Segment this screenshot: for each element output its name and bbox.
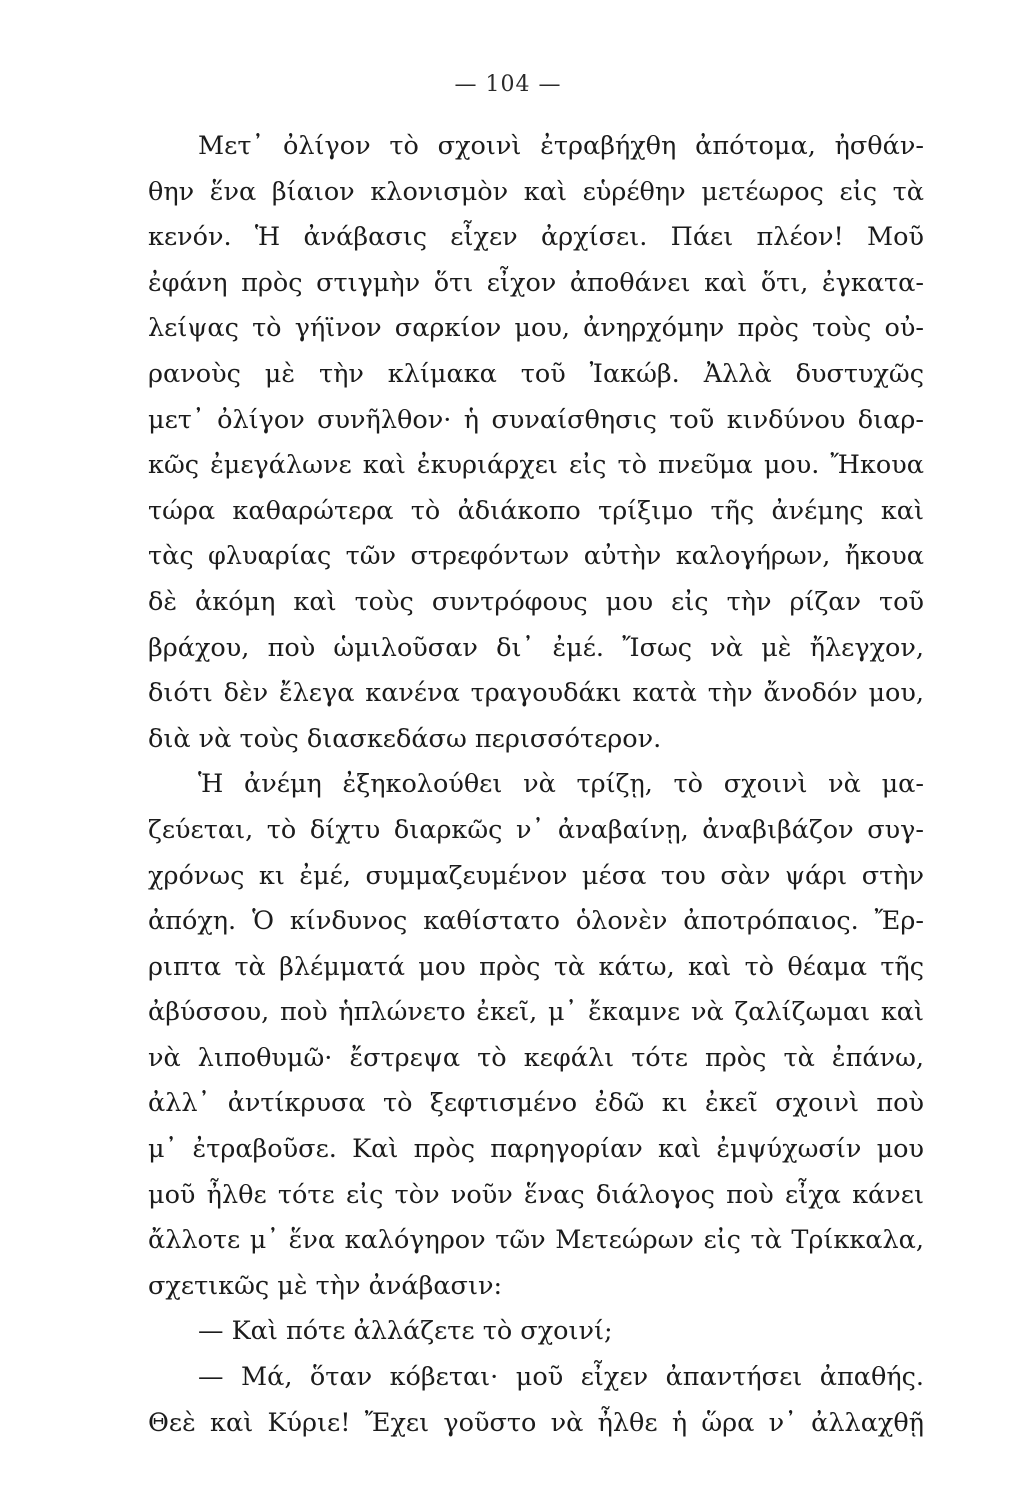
- text-line: Ἡ ἀνέμη ἐξηκολούθει νὰ τρίζῃ, τὸ σχοινὶ νὰ μα-: [198, 769, 924, 800]
- text-line: Μετ᾽ ὀλίγον τὸ σχοινὶ ἐτραβήχθη ἀπότομα, ἠσθάν-: [198, 131, 924, 161]
- text-line: κῶς ἐμεγάλωνε καὶ ἐκυριάρχει εἰς τὸ πνεῦμα μου. Ἤκουα: [148, 450, 924, 481]
- text-line: ἀβύσσου, ποὺ ἡπλώνετο ἐκεῖ, μ᾽ ἔκαμνε νὰ ζαλίζωμαι καὶ: [148, 997, 924, 1028]
- text-line: λείψας τὸ γήϊνον σαρκίον μου, ἀνηρχόμην πρὸς τοὺς οὐ-: [148, 313, 924, 344]
- page-number: — 104 —: [454, 72, 562, 97]
- text-line: διότι δὲν ἔλεγα κανένα τραγουδάκι κατὰ τὴν ἄνοδόν μου,: [148, 678, 924, 709]
- text-line: μ᾽ ἐτραβοῦσε. Καὶ πρὸς παρηγορίαν καὶ ἐμψύχωσίν μου: [148, 1134, 924, 1165]
- text-line: μοῦ ἦλθε τότε εἰς τὸν νοῦν ἕνας διάλογος ποὺ εἶχα κάνει: [148, 1179, 924, 1210]
- text-line: ἄλλοτε μ᾽ ἕνα καλόγηρον τῶν Μετεώρων εἰς τὰ Τρίκκαλα,: [148, 1225, 924, 1256]
- text-line: διὰ νὰ τοὺς διασκεδάσω περισσότερον.: [148, 723, 662, 754]
- text-line: σχετικῶς μὲ τὴν ἀνάβασιν:: [148, 1270, 503, 1301]
- text-line: — Καὶ πότε ἀλλάζετε τὸ σχοινί;: [198, 1316, 613, 1347]
- text-line: τὰς φλυαρίας τῶν στρεφόντων αὐτὴν καλογήρων, ἤκουα: [148, 541, 924, 572]
- text-line: τώρα καθαρώτερα τὸ ἀδιάκοπο τρίξιμο τῆς ἀνέμης καὶ: [148, 495, 924, 526]
- text-line: — Μά, ὅταν κόβεται· μοῦ εἶχεν ἀπαντήσει ἀπαθής.: [198, 1362, 924, 1393]
- text-line: νὰ λιποθυμῶ· ἔστρεψα τὸ κεφάλι τότε πρὸς τὰ ἐπάνω,: [148, 1042, 924, 1073]
- text-line: μετ᾽ ὀλίγον συνῆλθον· ἡ συναίσθησις τοῦ κινδύνου διαρ-: [148, 404, 924, 435]
- text-line: κενόν. Ἡ ἀνάβασις εἶχεν ἀρχίσει. Πάει πλέον! Μοῦ: [148, 222, 924, 253]
- text-line: δὲ ἀκόμη καὶ τοὺς συντρόφους μου εἰς τὴν ρίζαν τοῦ: [148, 586, 924, 617]
- text-line: ριπτα τὰ βλέμματά μου πρὸς τὰ κάτω, καὶ τὸ θέαμα τῆς: [148, 951, 924, 982]
- text-line: Θεὲ καὶ Κύριε! Ἔχει γοῦστο νὰ ἦλθε ἡ ὥρα ν᾽ ἀλλαχθῇ: [148, 1407, 924, 1438]
- body-text: [148, 124, 924, 1446]
- text-line: ἐφάνη πρὸς στιγμὴν ὅτι εἶχον ἀποθάνει καὶ ὅτι, ἐγκατα-: [148, 267, 924, 298]
- text-line: ζεύεται, τὸ δίχτυ διαρκῶς ν᾽ ἀναβαίνῃ, ἀναβιβάζον συγ-: [148, 814, 924, 845]
- text-line: ἀλλ᾽ ἀντίκρυσα τὸ ξεφτισμένο ἐδῶ κι ἐκεῖ σχοινὶ ποὺ: [148, 1088, 924, 1119]
- text-line: χρόνως κι ἐμέ, συμμαζευμένον μέσα του σὰν ψάρι στὴν: [148, 860, 924, 891]
- text-line: ἀπόχη. Ὁ κίνδυνος καθίστατο ὁλονὲν ἀποτρόπαιος. Ἔρ-: [148, 906, 924, 937]
- text-line: βράχου, ποὺ ὡμιλοῦσαν δι᾽ ἐμέ. Ἴσως νὰ μὲ ἤλεγχον,: [148, 632, 924, 663]
- text-line: ρανοὺς μὲ τὴν κλίμακα τοῦ Ἰακώβ. Ἀλλὰ δυστυχῶς: [148, 358, 924, 389]
- text-line: θην ἕνα βίαιον κλονισμὸν καὶ εὑρέθην μετέωρος εἰς τὰ: [148, 176, 924, 207]
